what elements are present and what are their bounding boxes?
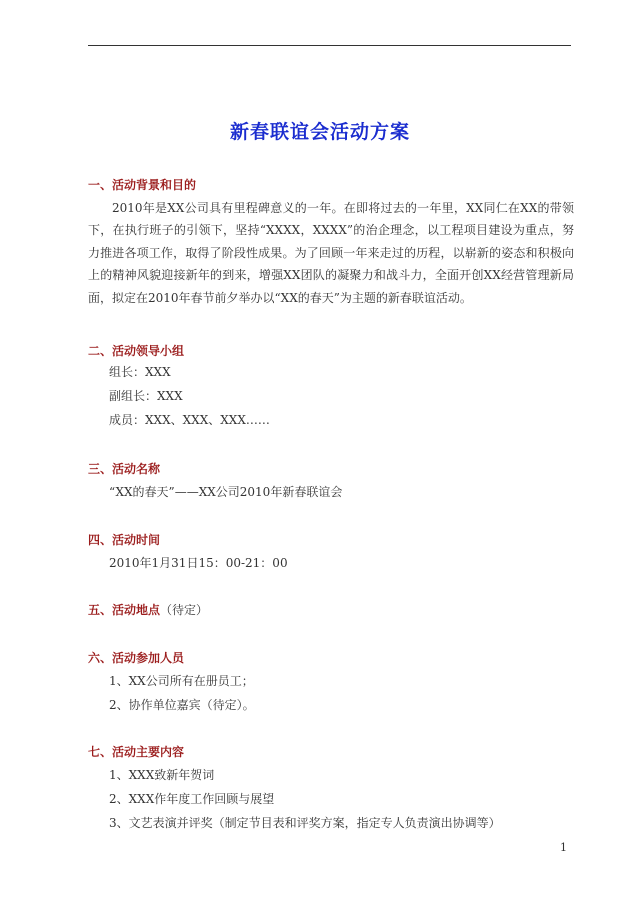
- content-item-2: 2、XXX作年度工作回顾与展望: [109, 792, 275, 806]
- participants-line-1: 1、XX公司所有在册员工；: [109, 674, 254, 688]
- event-name-line: “XX的春天”——XX公司2010年新春联谊会: [109, 485, 343, 499]
- section-heading-event-location: [88, 601, 208, 618]
- event-time-line: 2010年1月31日15：00-21：00: [109, 556, 288, 570]
- background-paragraph: 2010年是XX公司具有里程碑意义的一年。在即将过去的一年里，XX同仁在XX的带领下，在执行班子的引领下，坚持“XXXX，XXXX”的治企理念，以工程项目建设为重点，努力推进各项工作，取得了阶段性成果。为了回顾一年来走过的历程，以崭新的姿态和积极向上的精神风貌迎接新年的到来，增强XX团队的凝聚力和战斗力，全面开创XX经营管理新局面，拟定在2010年春节前夕举办以“XX的春天”为主题的新春联谊活动。: [88, 201, 574, 305]
- members-line: 成员：XXX、XXX、XXX……: [109, 413, 270, 427]
- document-title: 新春联谊会活动方案: [229, 121, 410, 143]
- section-heading-participants: 六、活动参加人员: [88, 651, 185, 665]
- location-pending-note: （待定）: [160, 603, 209, 617]
- participants-line-2: 2、协作单位嘉宾（待定）。: [109, 698, 255, 712]
- section-heading-event-time: 四、活动时间: [88, 533, 161, 547]
- section-heading-main-content: 七、活动主要内容: [88, 745, 185, 759]
- content-item-3: 3、文艺表演并评奖（制定节目表和评奖方案，指定专人负责演出协调等）: [109, 816, 501, 830]
- content-item-1: 1、XXX致新年贺词: [109, 768, 215, 782]
- section-heading-background: 一、活动背景和目的: [88, 178, 197, 192]
- section-heading-leadership: 二、活动领导小组: [88, 344, 185, 358]
- section-heading-event-name: 三、活动名称: [88, 462, 161, 476]
- deputy-leader-line: 副组长：XXX: [109, 389, 183, 403]
- page-number: 1: [560, 841, 567, 854]
- header-rule: [88, 45, 571, 46]
- location-heading-text: 五、活动地点: [88, 603, 161, 617]
- leader-line: 组长：XXX: [109, 365, 171, 379]
